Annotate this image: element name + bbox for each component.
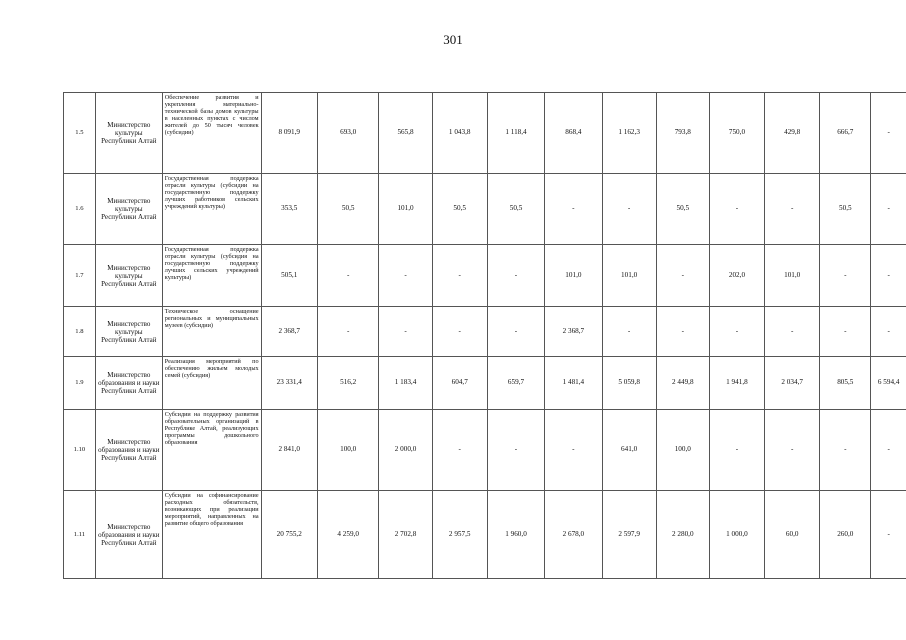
value-cell: -	[432, 410, 487, 491]
value-cell: -	[656, 307, 709, 357]
value-cell: -	[317, 307, 379, 357]
value-cell: 1 043,8	[432, 93, 487, 174]
value-cell: 659,7	[487, 357, 544, 410]
value-cell: 260,0	[820, 491, 871, 579]
value-cell: 750,0	[709, 93, 764, 174]
description-cell: Реализация мероприятий по обеспечению жильем молодых семей (субсидия)	[162, 357, 261, 410]
value-cell: -	[432, 307, 487, 357]
row-number-cell: 1.7	[64, 245, 96, 307]
description-cell: Обеспечение развития и укрепления материально-технической базы домов культуры в населенных пунктах с числом жителей до 50 тысяч человек (субсидии)	[162, 93, 261, 174]
value-cell: 604,7	[432, 357, 487, 410]
row-number-cell: 1.11	[64, 491, 96, 579]
value-cell: 20 755,2	[261, 491, 317, 579]
value-cell: 100,0	[317, 410, 379, 491]
ministry-cell: Министерство культуры Республики Алтай	[95, 307, 162, 357]
value-cell: 353,5	[261, 174, 317, 245]
value-cell: -	[709, 410, 764, 491]
value-cell: 1 183,4	[379, 357, 432, 410]
value-cell: 50,5	[487, 174, 544, 245]
value-cell: 505,1	[261, 245, 317, 307]
value-cell: -	[871, 245, 906, 307]
value-cell: -	[379, 307, 432, 357]
value-cell: -	[545, 410, 602, 491]
value-cell: 2 368,7	[545, 307, 602, 357]
value-cell: 101,0	[765, 245, 820, 307]
page-number: 301	[443, 32, 463, 47]
value-cell: 2 597,9	[602, 491, 656, 579]
value-cell: 2 000,0	[379, 410, 432, 491]
row-number-cell: 1.10	[64, 410, 96, 491]
ministry-cell: Министерство образования и науки Республики Алтай	[95, 357, 162, 410]
value-cell: -	[765, 307, 820, 357]
value-cell: -	[602, 174, 656, 245]
value-cell: 1 162,3	[602, 93, 656, 174]
value-cell: 2 280,0	[656, 491, 709, 579]
value-cell: -	[487, 245, 544, 307]
ministry-cell: Министерство культуры Республики Алтай	[95, 174, 162, 245]
value-cell: 805,5	[820, 357, 871, 410]
value-cell: 60,0	[765, 491, 820, 579]
value-cell: -	[871, 174, 906, 245]
value-cell: -	[487, 410, 544, 491]
row-number-cell: 1.8	[64, 307, 96, 357]
value-cell: -	[820, 307, 871, 357]
table-row	[64, 245, 906, 307]
value-cell: 23 331,4	[261, 357, 317, 410]
value-cell: -	[545, 174, 602, 245]
value-cell: 100,0	[656, 410, 709, 491]
table-body	[64, 93, 906, 579]
value-cell: 101,0	[545, 245, 602, 307]
value-cell: -	[379, 245, 432, 307]
value-cell: -	[871, 93, 906, 174]
value-cell: 202,0	[709, 245, 764, 307]
value-cell: 516,2	[317, 357, 379, 410]
value-cell: -	[871, 491, 906, 579]
value-cell: 4 259,0	[317, 491, 379, 579]
value-cell: -	[432, 245, 487, 307]
value-cell: 793,8	[656, 93, 709, 174]
table-row	[64, 410, 906, 491]
value-cell: 565,8	[379, 93, 432, 174]
table-row	[64, 357, 906, 410]
value-cell: 868,4	[545, 93, 602, 174]
value-cell: 2 957,5	[432, 491, 487, 579]
value-cell: 641,0	[602, 410, 656, 491]
value-cell: -	[765, 410, 820, 491]
value-cell: -	[656, 245, 709, 307]
table-row	[64, 93, 906, 174]
value-cell: 1 118,4	[487, 93, 544, 174]
value-cell: 50,5	[656, 174, 709, 245]
description-cell: Государственная поддержка отрасли культуры (субсидия на государственную поддержку лучших сельских учреждений культуры)	[162, 245, 261, 307]
value-cell: -	[871, 410, 906, 491]
description-cell: Субсидии на софинансирование расходных обязательств, возникающих при реализации мероприятий, направленных на развитие общего образования	[162, 491, 261, 579]
value-cell: 1 941,8	[709, 357, 764, 410]
row-number-cell: 1.9	[64, 357, 96, 410]
value-cell: 101,0	[602, 245, 656, 307]
value-cell: -	[709, 307, 764, 357]
value-cell: -	[765, 174, 820, 245]
value-cell: 2 449,8	[656, 357, 709, 410]
value-cell: 5 059,8	[602, 357, 656, 410]
value-cell: -	[871, 307, 906, 357]
description-cell: Техническое оснащение региональных и муниципальных музеев (субсидии)	[162, 307, 261, 357]
row-number-cell: 1.5	[64, 93, 96, 174]
value-cell: 1 960,0	[487, 491, 544, 579]
value-cell: 2 702,8	[379, 491, 432, 579]
ministry-cell: Министерство образования и науки Республики Алтай	[95, 491, 162, 579]
value-cell: 1 481,4	[545, 357, 602, 410]
description-cell: Государственная поддержка отрасли культуры (субсидии на государственную поддержку лучших работников сельских учреждений культуры)	[162, 174, 261, 245]
value-cell: -	[820, 245, 871, 307]
value-cell: 2 034,7	[765, 357, 820, 410]
value-cell: 50,5	[820, 174, 871, 245]
value-cell: -	[317, 245, 379, 307]
value-cell: 101,0	[379, 174, 432, 245]
value-cell: -	[820, 410, 871, 491]
budget-table	[63, 92, 906, 579]
ministry-cell: Министерство культуры Республики Алтай	[95, 93, 162, 174]
value-cell: 2 368,7	[261, 307, 317, 357]
value-cell: 6 594,4	[871, 357, 906, 410]
value-cell: 429,8	[765, 93, 820, 174]
value-cell: 2 841,0	[261, 410, 317, 491]
row-number-cell: 1.6	[64, 174, 96, 245]
value-cell: 50,5	[317, 174, 379, 245]
value-cell: 666,7	[820, 93, 871, 174]
value-cell: -	[602, 307, 656, 357]
value-cell: 1 000,0	[709, 491, 764, 579]
ministry-cell: Министерство образования и науки Республики Алтай	[95, 410, 162, 491]
value-cell: -	[709, 174, 764, 245]
value-cell: 2 678,0	[545, 491, 602, 579]
value-cell: 8 091,9	[261, 93, 317, 174]
value-cell: -	[487, 307, 544, 357]
table-row	[64, 174, 906, 245]
value-cell: 693,0	[317, 93, 379, 174]
table-row	[64, 491, 906, 579]
table-row	[64, 307, 906, 357]
value-cell: 50,5	[432, 174, 487, 245]
ministry-cell: Министерство культуры Республики Алтай	[95, 245, 162, 307]
description-cell: Субсидии на поддержку развития образовательных организаций в Республике Алтай, реализующих программы дошкольного образования	[162, 410, 261, 491]
